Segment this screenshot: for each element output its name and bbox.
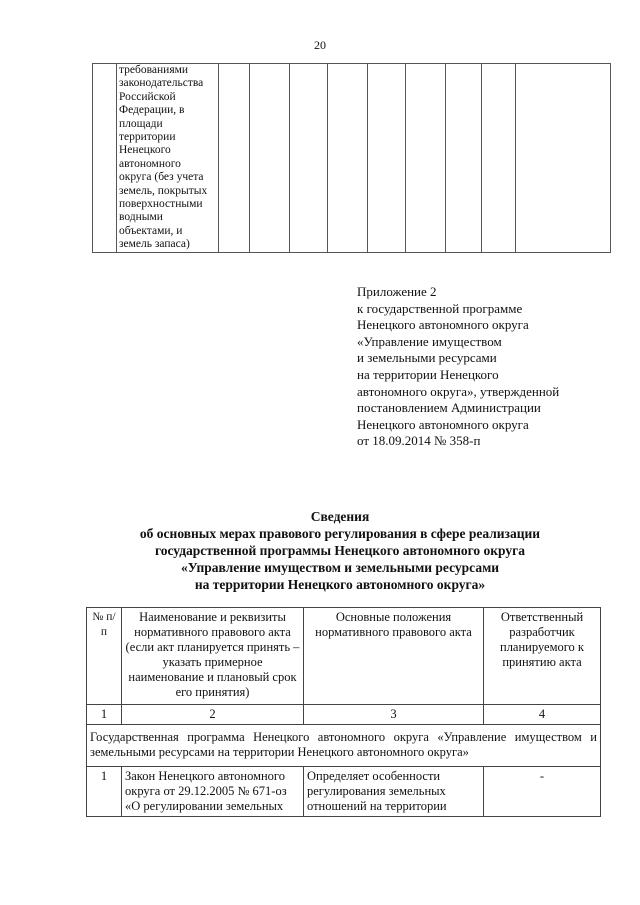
text-line: постановлением Администрации [357,400,541,416]
text-line: Сведения [310,509,370,524]
text-line: территории [119,131,176,144]
text-line: Ненецкого автономного округа [357,416,529,432]
text-line: на территории Ненецкого автономного округа» [194,577,486,592]
text-line: объектами, и [119,224,183,237]
column-number: 2 [122,705,304,725]
table-cell-text [117,64,219,253]
text-line: на территории Ненецкого [357,366,499,382]
text-line: площади [119,117,163,130]
table-row [93,64,611,253]
text-line: Ненецкого [119,144,171,157]
text-line: государственной программы Ненецкого автономного округа [154,543,526,558]
column-number: 3 [304,705,484,725]
section-row [87,725,601,767]
row-developer: - [484,767,601,817]
table-row [87,767,601,817]
text-line: законодательства [119,77,204,90]
header-num: № п/п [87,608,122,705]
header-name: Наименование и реквизиты нормативного правового акта (если акт планируется принять – указать примерное наименование и плановый срок его принятия) [122,608,304,705]
text-line: земель, покрытых [119,184,208,197]
column-numbers-row [87,705,601,725]
text-line: Российской [119,90,176,103]
text-line: от 18.09.2014 № 358-п [357,433,481,449]
text-line: Ненецкого автономного округа [357,317,529,333]
text-line: автономного округа», утвержденной [357,383,560,399]
text-line: Приложение 2 [357,284,437,299]
text-line: об основных мерах правового регулирования в сфере реализации [139,526,541,541]
text-line: водными [119,211,163,224]
text-line: округа (без учета [119,171,204,184]
text-line: Федерации, в [119,104,185,117]
header-provisions: Основные положения нормативного правового акта [304,608,484,705]
text-line: и земельными ресурсами [357,350,497,366]
row-num: 1 [87,767,122,817]
text-line: «Управление имуществом и земельными ресурсами [180,560,500,575]
text-line: «Управление имуществом [357,333,502,349]
row-name: Закон Ненецкого автономного округа от 29.12.2005 № 671-оз «О регулировании земельных [122,767,304,817]
document-title [80,508,600,593]
text-line: автономного [119,157,181,170]
column-number: 1 [87,705,122,725]
text-line: поверхностными [119,198,203,211]
row-provisions: Определяет особенности регулирования земельных отношений на территории [304,767,484,817]
continued-table [92,63,611,253]
text-line: требованиями [119,64,189,76]
appendix-note [357,284,559,450]
text-line: земель запаса) [119,238,190,251]
table-header-row [87,608,601,705]
header-developer: Ответственный разработчик планируемого к принятию акта [484,608,601,705]
page-number: 20 [314,38,326,52]
column-number: 4 [484,705,601,725]
measures-table [86,607,601,817]
section-title: Государственная программа Ненецкого автономного округа «Управление имуществом и земельными ресурсами на территории Ненецкого автономного округа» [87,725,601,767]
text-line: к государственной программе [357,300,523,316]
